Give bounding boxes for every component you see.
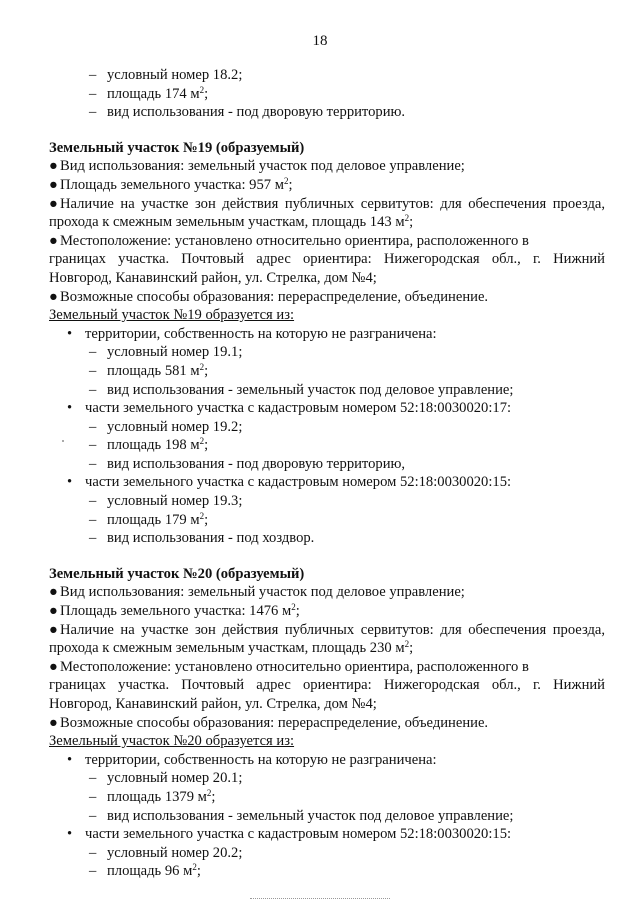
- list-item: – вид использования - под хоздвор.: [89, 530, 315, 547]
- formed-from-label: Земельный участок №19 образуется из:: [49, 307, 295, 324]
- list-item: – условный номер 19.1;: [89, 344, 243, 361]
- list-item: – площадь 96 $м^2$;: [89, 862, 201, 880]
- list-item: – площадь 1379 $м^2$;: [89, 787, 216, 805]
- property-continuation: границах участка. Почтовый адрес ориентира: Нижегородская обл., г. Нижний: [49, 251, 605, 268]
- scan-artifact: [250, 896, 390, 899]
- source-item: • части земельного участка с кадастровым номером 52:18:0030020:15:: [67, 826, 512, 843]
- property-item: ● Вид использования: земельный участок под деловое управление;: [49, 158, 465, 175]
- list-item: – условный номер 20.1;: [89, 770, 243, 787]
- page-number: 18: [312, 33, 328, 49]
- list-item: – вид использования - под дворовую территорию,: [89, 455, 406, 472]
- list-item: – условный номер 19.2;: [89, 418, 243, 435]
- source-item: • части земельного участка с кадастровым номером 52:18:0030020:17:: [67, 400, 512, 417]
- formed-from-label: Земельный участок №20 образуется из:: [49, 733, 295, 750]
- property-continuation: прохода к смежным земельным участкам, площадь 230 $м^2$;: [49, 639, 414, 657]
- source-item: • территории, собственность на которую не разграничена:: [67, 325, 437, 342]
- list-item: – вид использования - земельный участок под деловое управление;: [89, 807, 514, 824]
- plot20-section: [49, 565, 605, 881]
- source-item: • территории, собственность на которую не разграничена:: [67, 751, 437, 768]
- property-continuation: Новгород, Канавинский район, ул. Стрелка, дом №4;: [49, 696, 377, 712]
- document-body: [49, 66, 605, 881]
- property-continuation: прохода к смежным земельным участкам, площадь 143 $м^2$;: [49, 213, 414, 231]
- property-item: ● Вид использования: земельный участок под деловое управление;: [49, 584, 465, 601]
- list-item: – площадь 581 $м^2$;: [89, 361, 209, 379]
- property-item: ● Местоположение: установлено относительно ориентира, расположенного в: [49, 232, 529, 249]
- list-item: – площадь 179 $м^2$;: [89, 510, 209, 528]
- property-continuation: границах участка. Почтовый адрес ориентира: Нижегородская обл., г. Нижний: [49, 677, 605, 694]
- property-item: ● Местоположение: установлено относительно ориентира, расположенного в: [49, 658, 529, 675]
- plot19-section: [49, 139, 605, 548]
- list-item: – условный номер 19.3;: [89, 493, 243, 510]
- source-item: • части земельного участка с кадастровым номером 52:18:0030020:15:: [67, 474, 512, 491]
- scan-speck: [62, 440, 64, 442]
- list-item: – вид использования - земельный участок под деловое управление;: [89, 381, 514, 398]
- property-item: ● Возможные способы образования: перераспределение, объединение.: [49, 714, 489, 731]
- section-heading: Земельный участок №19 (образуемый): [49, 139, 305, 156]
- property-item: ● Наличие на участке зон действия публичных сервитутов: для обеспечения проезда,: [49, 621, 605, 638]
- property-item: ● Площадь земельного участка: 1476 $м^2$;: [49, 602, 300, 620]
- list-item: – площадь 198 $м^2$;: [89, 436, 209, 454]
- property-continuation: Новгород, Канавинский район, ул. Стрелка, дом №4;: [49, 269, 377, 286]
- plot18-tail: [49, 66, 605, 122]
- list-item: – площадь 174 $м^2$;: [89, 84, 209, 102]
- list-item: – условный номер 18.2;: [89, 67, 243, 83]
- list-item: – вид использования - под дворовую территорию.: [89, 104, 406, 121]
- property-item: ● Возможные способы образования: перераспределение, объединение.: [49, 288, 489, 305]
- property-item: ● Наличие на участке зон действия публичных сервитутов: для обеспечения проезда,: [49, 195, 605, 212]
- property-item: ● Площадь земельного участка: 957 $м^2$;: [49, 175, 293, 193]
- list-item: – условный номер 20.2;: [89, 844, 243, 861]
- section-heading: Земельный участок №20 (образуемый): [49, 565, 305, 582]
